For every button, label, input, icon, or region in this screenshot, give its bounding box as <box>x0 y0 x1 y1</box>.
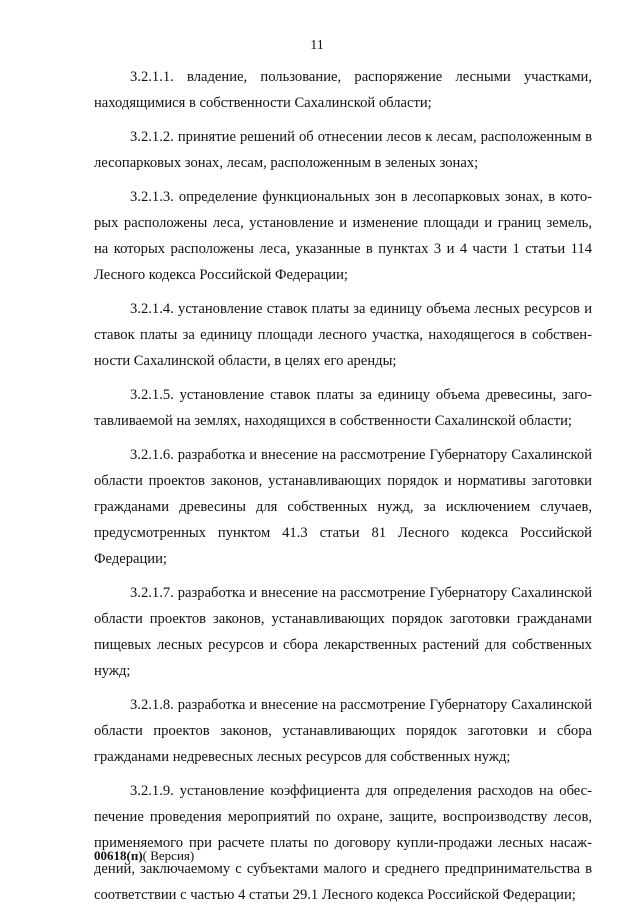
paragraph-3-2-1-4: 3.2.1.4. установление ставок платы за единицу объема лесных ресурсов и ставок платы за единицу площади лесного участка, находящегося в собственности Сахалинской области, в целях его аренды; <box>94 301 592 369</box>
document-code: 00618(п) <box>94 848 143 863</box>
paragraph-3-2-1-2: 3.2.1.2. принятие решений об отнесении лесов к лесам, расположенным в лесопарковых зонах, лесам, расположенным в зеленых зонах; <box>94 129 592 171</box>
document-version: ( Версия) <box>142 848 195 863</box>
page-number: 11 <box>310 38 324 53</box>
document-footer <box>94 848 194 864</box>
paragraph-3-2-1-9: 3.2.1.9. установление коэффициента для определения расходов на обеспечение проведения мероприятий по охране, защите, воспроизводству лесов, применяемого при расчете платы по договору купли-продажи лесных насаждений, заключаемому с субъектами малого и среднего предпринимательства в соответствии с частью 4 статьи 29.1 Лесного кодекса Российской Федерации; <box>94 783 592 903</box>
paragraph-3-2-1-3: 3.2.1.3. определение функциональных зон в лесопарковых зонах, в которых расположены леса, установление и изменение площади и границ земель, на которых расположены леса, указанные в пунктах 3 и 4 части 1 статьи 114 Лесного кодекса Российской Федерации; <box>94 189 592 283</box>
paragraph-3-2-1-7: 3.2.1.7. разработка и внесение на рассмотрение Губернатору Сахалинской области проектов законов, устанавливающих порядок заготовки гражданами пищевых лесных ресурсов и сбора лекарственных растений для собственных нужд; <box>94 585 592 679</box>
paragraph-3-2-1-5: 3.2.1.5. установление ставок платы за единицу объема древесины, заготавливаемой на землях, находящихся в собственности Сахалинской области; <box>94 387 592 429</box>
paragraph-3-2-1-6: 3.2.1.6. разработка и внесение на рассмотрение Губернатору Сахалинской области проектов законов, устанавливающих порядок и нормативы заготовки гражданами древесины для собственных нужд, за исключением случаев, предусмотренных пунктом 41.3 статьи 81 Лесного кодекса Российской Федерации; <box>94 447 592 567</box>
paragraph-3-2-1-1: 3.2.1.1. владение, пользование, распоряжение лесными участками, находящимися в собственности Сахалинской области; <box>94 69 592 111</box>
paragraph-3-2-1-8: 3.2.1.8. разработка и внесение на рассмотрение Губернатору Сахалинской области проектов законов, устанавливающих порядок заготовки и сбора гражданами недревесных лесных ресурсов для собственных нужд; <box>94 697 592 765</box>
document-body <box>94 64 592 916</box>
